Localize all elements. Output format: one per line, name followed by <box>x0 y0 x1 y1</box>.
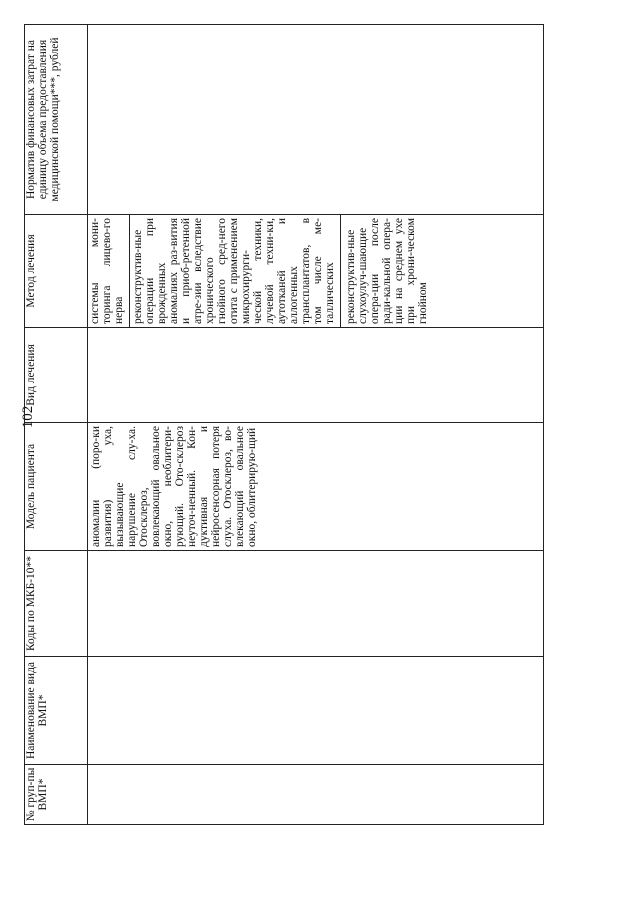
cell-patient-model: аномалии (поро-ки развития) уха, вызывающие нарушение слу-ха. Отосклероз, вовлекающий овальное окно, необлитери-рующий. Ото-склероз неуточ-ненный. Кон-дуктивная и нейросенсорная потеря слуха. Отосклероз, во-влекающий овальное окно, облитерирую-щий <box>88 423 544 551</box>
cell-treatment-method <box>88 215 544 328</box>
treatment-method-entry: реконструктив-ные слухоулуч-шающие опера-ции после ради-кальной опера-ции на среднем ухе при хрони-ческом гнойном <box>345 218 429 324</box>
cell-icd-codes <box>88 551 544 657</box>
cell-vmp-name <box>88 657 544 765</box>
treatment-method-entry: реконструктив-ные операции при врожденных аномалиях раз-вития и приоб-ретенной атре-зии вследствие хронического гнойного сред-него отита с применением микрохирурги-ческой техники, лучевой техни-ки, аутотканей и аллогенных трансплантатов, в том числе ме-таллических <box>130 215 341 327</box>
cell-financial-standard <box>88 25 544 215</box>
cell-treatment-type <box>88 328 544 423</box>
header-vmp-name: Наименование вида ВМП* <box>25 657 88 765</box>
treatment-method-entry: системы мони-торинга лицево-го нерва <box>88 215 130 327</box>
header-group-number: № груп-пы ВМП* <box>25 765 88 825</box>
cell-group-number <box>88 765 544 825</box>
table-header-row <box>25 25 88 825</box>
header-patient-model: Модель пациента <box>25 423 88 551</box>
vmp-table <box>24 24 544 825</box>
header-icd-codes: Коды по МКБ-10** <box>25 551 88 657</box>
header-treatment-method: Метод лечения <box>25 215 88 328</box>
rotated-page-content <box>24 25 544 825</box>
table-row <box>88 25 544 825</box>
page-number: 102 <box>20 405 36 429</box>
header-treatment-type: Вид лечения <box>25 328 88 423</box>
header-financial-standard: Норматив финансовых затрат на единицу объема предоставления медицинской помощи***, рублей <box>25 25 88 215</box>
